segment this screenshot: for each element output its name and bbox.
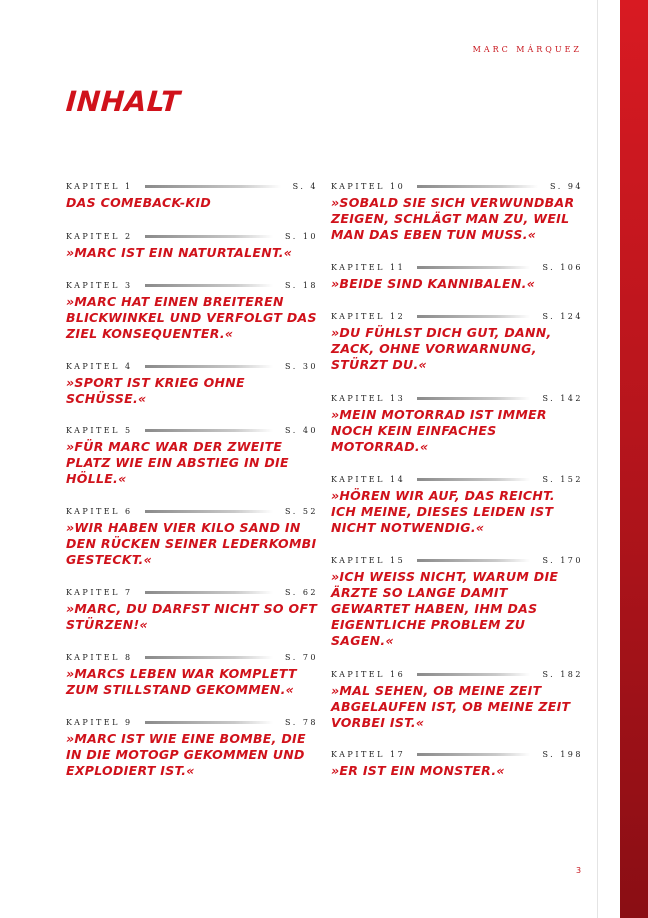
chapter-label: KAPITEL 15 [331,555,406,565]
page-ref: S. 94 [550,181,583,191]
running-header-author: MARC MÁRQUEZ [472,45,582,54]
leader-line [417,673,530,676]
chapter-title: »HÖREN WIR AUF, DAS REICHT. ICH MEINE, DIESES LEIDEN IST NICHT NOTWENDIG.« [331,488,555,535]
toc-entry [66,230,318,279]
chapter-title: »ER IST EIN MONSTER.« [331,763,505,778]
leader-line [145,591,273,594]
page-ref: S. 182 [542,669,583,679]
chapter-label: KAPITEL 17 [331,749,406,759]
leader-line [417,266,530,269]
chapter-label: KAPITEL 8 [66,652,133,662]
chapter-title: DAS COMEBACK-KID [66,195,212,210]
toc-left-column [66,180,318,779]
page-spine-line [597,0,598,918]
page-number: 3 [576,866,582,875]
toc-entry [66,279,318,360]
toc-entry [331,310,583,392]
chapter-title: »MARCS LEBEN WAR KOMPLETT ZUM STILLSTAND GEKOMMEN.« [66,666,297,697]
page-ref: S. 198 [542,749,583,759]
leader-line [145,365,273,368]
chapter-label: KAPITEL 9 [66,717,133,727]
leader-line [417,753,530,756]
leader-line [145,235,273,238]
chapter-title: »SOBALD SIE SICH VERWUNDBAR ZEIGEN, SCHLÄGT MAN ZU, WEIL MAN DAS EBEN TUN MUSS.« [331,195,575,242]
leader-line [145,510,273,513]
leader-line [145,284,273,287]
leader-line [145,656,273,659]
page-ref: S. 170 [542,555,583,565]
chapter-title: »ICH WEISS NICHT, WARUM DIE ÄRZTE SO LANGE DAMIT GEWARTET HABEN, IHM DAS EIGENTLICHE PROBLEM ZU SAGEN.« [331,569,559,648]
toc-entry [331,554,583,668]
page-ref: S. 152 [542,474,583,484]
page-title: INHALT [64,85,182,118]
leader-line [417,559,530,562]
toc-entry [66,716,318,779]
toc-entry [66,651,318,716]
page-ref: S. 70 [285,652,318,662]
leader-line [145,429,273,432]
chapter-title: »BEIDE SIND KANNIBALEN.« [331,276,536,291]
chapter-label: KAPITEL 5 [66,425,133,435]
toc-entry [331,668,583,748]
toc-right-column [331,180,583,779]
toc-entry [331,180,583,261]
leader-line [417,478,530,481]
toc-entry [66,586,318,651]
toc-entry [66,360,318,424]
page-ref: S. 10 [285,231,318,241]
page-ref: S. 4 [292,181,318,191]
chapter-label: KAPITEL 14 [331,474,406,484]
leader-line [417,315,530,318]
chapter-title: »DU FÜHLST DICH GUT, DANN, ZACK, OHNE VORWARNUNG, STÜRZT DU.« [331,325,552,372]
page-ref: S. 142 [542,393,583,403]
chapter-label: KAPITEL 12 [331,311,406,321]
toc-entry [331,473,583,554]
chapter-label: KAPITEL 1 [66,181,133,191]
leader-line [145,721,273,724]
chapter-label: KAPITEL 3 [66,280,133,290]
toc-entry [66,180,318,230]
chapter-label: KAPITEL 11 [331,262,406,272]
toc-entry [331,748,583,779]
chapter-title: »MEIN MOTORRAD IST IMMER NOCH KEIN EINFACHES MOTORRAD.« [331,407,547,454]
toc-entry [66,424,318,505]
chapter-label: KAPITEL 7 [66,587,133,597]
page-ref: S. 40 [285,425,318,435]
leader-line [145,185,281,188]
toc-entry [331,261,583,310]
chapter-title: »MARC, DU DARFST NICHT SO OFT STÜRZEN!« [66,601,318,632]
chapter-label: KAPITEL 13 [331,393,406,403]
chapter-label: KAPITEL 4 [66,361,133,371]
chapter-title: »MAL SEHEN, OB MEINE ZEIT ABGELAUFEN IST, OB MEINE ZEIT VORBEI IST.« [331,683,571,730]
toc-entry [66,505,318,586]
red-side-bar [620,0,648,918]
chapter-title: »MARC IST EIN NATURTALENT.« [66,245,293,260]
chapter-label: KAPITEL 2 [66,231,133,241]
chapter-label: KAPITEL 16 [331,669,406,679]
chapter-title: »SPORT IST KRIEG OHNE SCHÜSSE.« [66,375,245,406]
page-ref: S. 30 [285,361,318,371]
page-ref: S. 78 [285,717,318,727]
chapter-label: KAPITEL 6 [66,506,133,516]
leader-line [417,397,530,400]
chapter-title: »MARC IST WIE EINE BOMBE, DIE IN DIE MOTOGP GEKOMMEN UND EXPLODIERT IST.« [66,731,306,778]
page-ref: S. 62 [285,587,318,597]
chapter-title: »MARC HAT EINEN BREITEREN BLICKWINKEL UND VERFOLGT DAS ZIEL KONSEQUENTER.« [66,294,317,341]
page-ref: S. 52 [285,506,318,516]
chapter-label: KAPITEL 10 [331,181,406,191]
page-ref: S. 106 [542,262,583,272]
page-ref: S. 18 [285,280,318,290]
chapter-title: »WIR HABEN VIER KILO SAND IN DEN RÜCKEN SEINER LEDERKOMBI GESTECKT.« [66,520,317,567]
toc-entry [331,392,583,473]
chapter-title: »FÜR MARC WAR DER ZWEITE PLATZ WIE EIN ABSTIEG IN DIE HÖLLE.« [66,439,289,486]
page-ref: S. 124 [542,311,583,321]
leader-line [417,185,538,188]
